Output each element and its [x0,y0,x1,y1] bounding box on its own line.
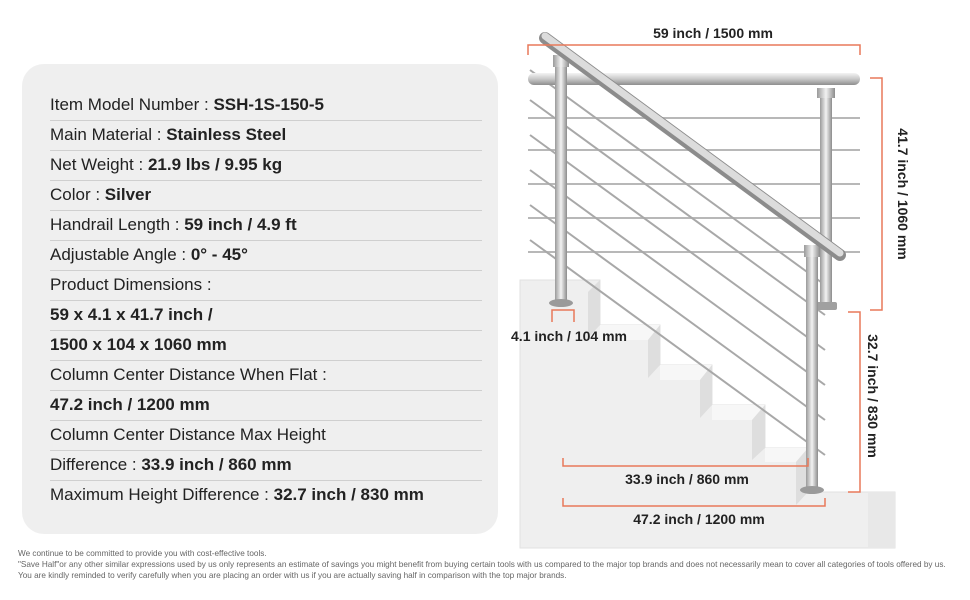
spec-value: 33.9 inch / 860 mm [141,455,292,474]
spec-row-dimensions-mm [50,330,482,361]
spec-value: 21.9 lbs / 9.95 kg [147,155,283,174]
inclined-handrail [545,36,840,253]
spec-row-difference [50,450,482,481]
spec-label: Difference : [50,455,142,474]
flat-handrail [528,73,860,85]
spec-value: 59 x 4.1 x 41.7 inch / [50,305,213,324]
spec-label: Adjustable Angle : [50,245,191,264]
spec-row-dimensions-inch [50,300,482,331]
spec-label: Item Model Number : [50,95,214,114]
spec-label: Main Material : [50,125,167,144]
spec-value: 32.7 inch / 830 mm [273,485,424,504]
spec-value: Stainless Steel [166,125,287,144]
railing-diagram [500,10,970,550]
spec-label: Column Center Distance Max Height [50,425,326,444]
spec-row-max-height-diff [50,480,482,510]
dimension-base-width: 4.1 inch / 104 mm [511,328,627,344]
spec-value: SSH-1S-150-5 [213,95,325,114]
spec-label: Net Weight : [50,155,148,174]
dimension-height-difference: 32.7 inch / 830 mm [865,334,881,458]
spec-card [22,64,498,534]
dimension-center-max: 33.9 inch / 860 mm [625,471,749,487]
staircase [520,280,895,548]
spec-row-dimensions [50,270,482,301]
spec-label: Product Dimensions : [50,275,212,294]
spec-value: Silver [104,185,152,204]
flat-right-post [815,88,837,310]
disclaimer-line: We continue to be committed to provide you with cost-effective tools. [18,549,267,558]
spec-row-center-max [50,420,482,451]
spec-value: 59 inch / 4.9 ft [184,215,297,234]
disclaimer-line: "Save Half"or any other similar expressions used by us only represents an estimate of savings you might benefit from buying certain tools with us compared to the major top brands and does not necessarily mean to cover all categories of tools offered by us. [18,560,946,569]
spec-label: Color : [50,185,105,204]
spec-row-center-flat-value [50,390,482,421]
spec-row-center-flat [50,360,482,391]
spec-label: Handrail Length : [50,215,185,234]
spec-row-handrail-length [50,210,482,241]
disclaimer-line: You are kindly reminded to verify carefully when you are placing an order with us if you are actually saving half in comparison with the top major brands. [18,571,567,580]
spec-row-material [50,120,482,151]
spec-value: 1500 x 104 x 1060 mm [50,335,227,354]
spec-row-weight [50,150,482,181]
spec-row-angle [50,240,482,271]
spec-value: 47.2 inch / 1200 mm [50,395,210,414]
dimension-center-flat: 47.2 inch / 1200 mm [633,511,765,527]
spec-row-color [50,180,482,211]
spec-label: Maximum Height Difference : [50,485,274,504]
disclaimer [18,548,948,581]
dimension-post-height: 41.7 inch / 1060 mm [895,128,911,260]
dimension-top-length: 59 inch / 1500 mm [653,25,773,41]
spec-value: 0° - 45° [190,245,248,264]
spec-row-model [50,90,482,121]
spec-label: Column Center Distance When Flat : [50,365,327,384]
